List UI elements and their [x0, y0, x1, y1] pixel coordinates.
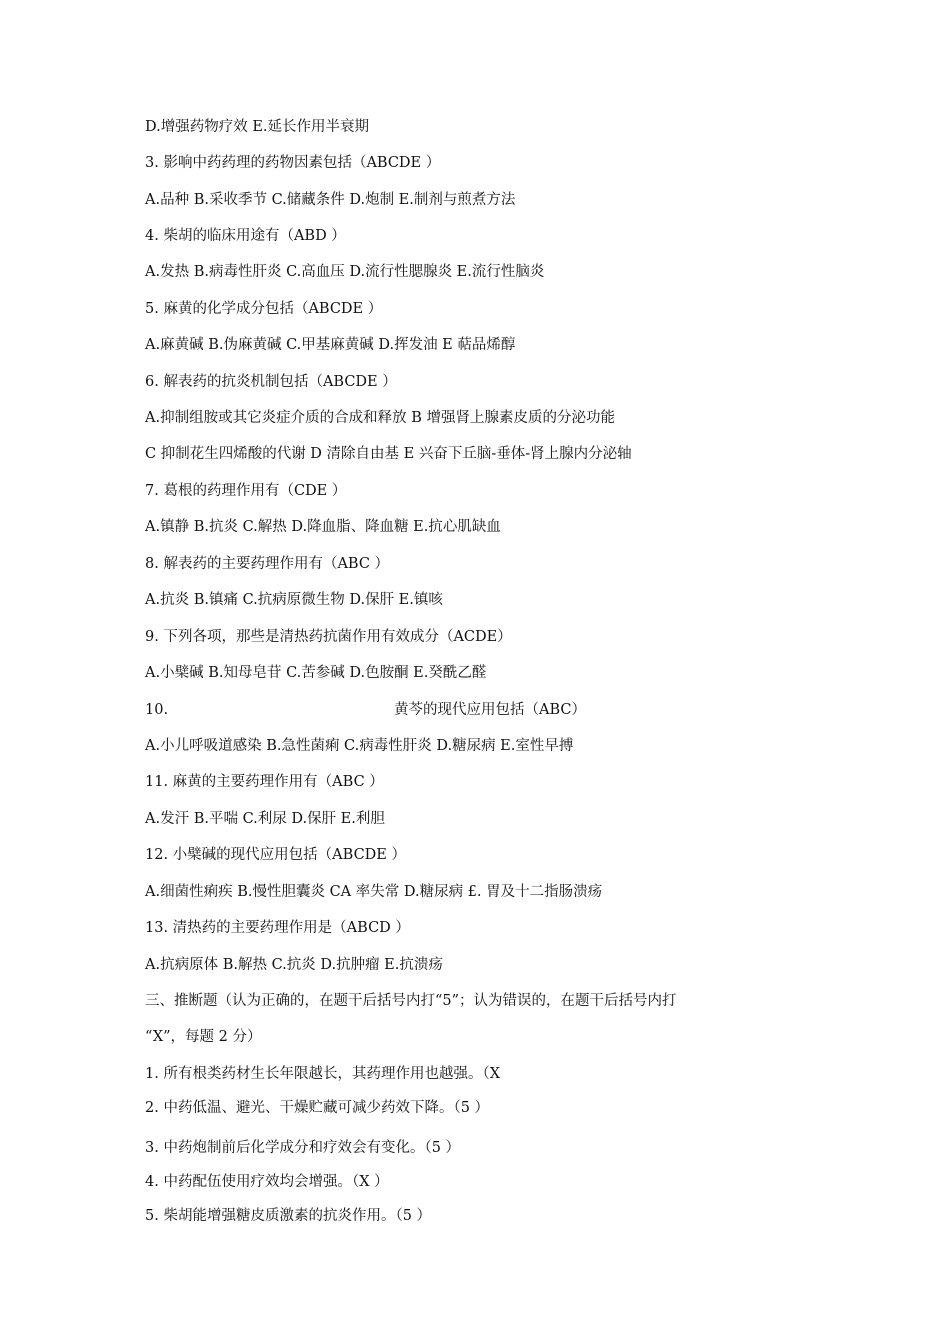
text-line: D.增强药物疗效 E.延长作用半衰期 [145, 119, 370, 135]
options-line: A.细菌性痢疾 B.慢性胆囊炎 CA 率失常 D.糖尿病 £. 胃及十二指肠溃疡 [145, 884, 603, 900]
question-5: 5. 麻黄的化学成分包括（ABCDE ） [145, 301, 383, 317]
question-9: 9. 下列各项，那些是清热药抗菌作用有效成分（ACDE） [145, 629, 512, 645]
question-11: 11. 麻黄的主要药理作用有（ABC ） [145, 774, 384, 790]
question-7: 7. 葛根的药理作用有（CDE ） [145, 483, 347, 499]
options-line: A.小儿呼吸道感染 B.急性菌痢 C.病毒性肝炎 D.糖尿病 E.室性早搏 [145, 738, 574, 754]
question-number: 10. [145, 702, 169, 718]
options-line: A.发热 B.病毒性肝炎 C.高血压 D.流行性腮腺炎 E.流行性脑炎 [145, 264, 545, 280]
options-line: A.抗病原体 B.解热 C.抗炎 D.抗肿瘤 E.抗溃疡 [145, 957, 443, 973]
question-13: 13. 清热药的主要药理作用是（ABCD ） [145, 920, 410, 936]
judgment-2: 2. 中药低温、避光、干燥贮藏可减少药效下降。（5 ） [145, 1100, 490, 1116]
options-line: A.小檗碱 B.知母皂苷 C.苦参碱 D.色胺酮 E.癸酰乙醛 [145, 665, 487, 681]
question-text: 黄芩的现代应用包括（ABC） [394, 702, 586, 718]
question-4: 4. 柴胡的临床用途有（ABD ） [145, 228, 346, 244]
judgment-1: 1. 所有根类药材生长年限越长，其药理作用也越强。（X [145, 1066, 501, 1082]
options-line: C 抑制花生四烯酸的代谢 D 清除自由基 E 兴奋下丘脑-垂体-肾上腺内分泌轴 [145, 446, 632, 462]
judgment-4: 4. 中药配伍使用疗效均会增强。（X ） [145, 1174, 389, 1190]
section-heading-cont: “X”，每题 2 分） [145, 1029, 262, 1045]
options-line: A.镇静 B.抗炎 C.解热 D.降血脂、降血糖 E.抗心肌缺血 [145, 519, 501, 535]
question-3: 3. 影响中药药理的药物因素包括（ABCDE ） [145, 155, 441, 171]
question-12: 12. 小檗碱的现代应用包括（ABCDE ） [145, 847, 406, 863]
options-line: A.发汗 B.平喘 C.利尿 D.保肝 E.利胆 [145, 811, 385, 827]
section-heading: 三、推断题（认为正确的，在题干后括号内打“5”；认为错误的，在题干后括号内打 [145, 993, 677, 1009]
options-line: A.抑制组胺或其它炎症介质的合成和释放 B 增强肾上腺素皮质的分泌功能 [145, 410, 615, 426]
judgment-3: 3. 中药炮制前后化学成分和疗效会有变化。（5 ） [145, 1140, 461, 1156]
question-6: 6. 解表药的抗炎机制包括（ABCDE ） [145, 374, 397, 390]
options-line: A.麻黄碱 B.伪麻黄碱 C.甲基麻黄碱 D.挥发油 E 萜品烯醇 [145, 337, 516, 353]
judgment-5: 5. 柴胡能增强糖皮质激素的抗炎作用。（5 ） [145, 1208, 432, 1224]
question-8: 8. 解表药的主要药理作用有（ABC ） [145, 556, 390, 572]
options-line: A.品种 B.采收季节 C.储藏条件 D.炮制 E.制剂与煎煮方法 [145, 192, 516, 208]
options-line: A.抗炎 B.镇痛 C.抗病原微生物 D.保肝 E.镇咳 [145, 592, 443, 608]
